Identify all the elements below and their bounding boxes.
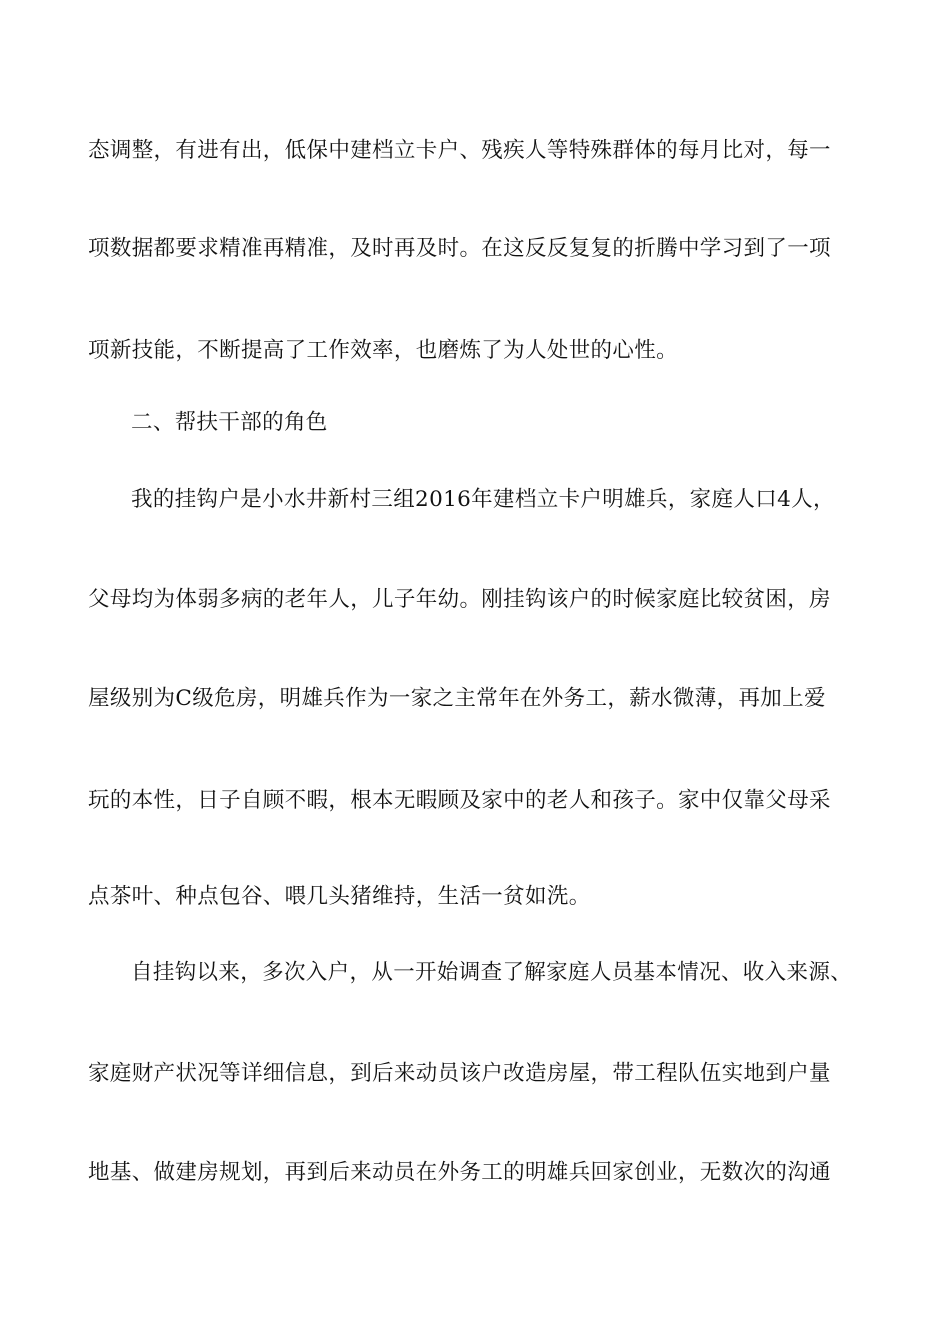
paragraph-first-line: 我的挂钩户是小水井新村三组2016年建档立卡户明雄兵，家庭人口4人， <box>131 487 835 512</box>
body-text-line: 家庭财产状况等详细信息，到后来动员该户改造房屋，带工程队伍实地到户量 <box>88 1061 831 1086</box>
body-text-line: 态调整，有进有出，低保中建档立卡户、残疾人等特殊群体的每月比对，每一 <box>88 138 831 163</box>
body-text-line: 点茶叶、种点包谷、喂几头猪维持，生活一贫如洗。 <box>88 884 591 909</box>
body-text-line: 项数据都要求精准再精准，及时再及时。在这反反复复的折腾中学习到了一项 <box>88 236 831 261</box>
body-text-line: 父母均为体弱多病的老年人，儿子年幼。刚挂钩该户的时候家庭比较贫困，房 <box>88 587 831 612</box>
body-text-line: 项新技能，不断提高了工作效率，也磨炼了为人处世的心性。 <box>88 338 678 363</box>
paragraph-first-line: 自挂钩以来，多次入户，从一开始调查了解家庭人员基本情况、收入来源、 <box>131 960 853 985</box>
body-text-line: 屋级别为C级危房，明雄兵作为一家之主常年在外务工，薪水微薄，再加上爱 <box>88 686 826 711</box>
body-text-line: 玩的本性，日子自顾不暇，根本无暇顾及家中的老人和孩子。家中仅靠父母采 <box>88 788 831 813</box>
section-heading: 二、帮扶干部的角色 <box>131 410 328 435</box>
body-text-line: 地基、做建房规划，再到后来动员在外务工的明雄兵回家创业，无数次的沟通 <box>88 1160 831 1185</box>
